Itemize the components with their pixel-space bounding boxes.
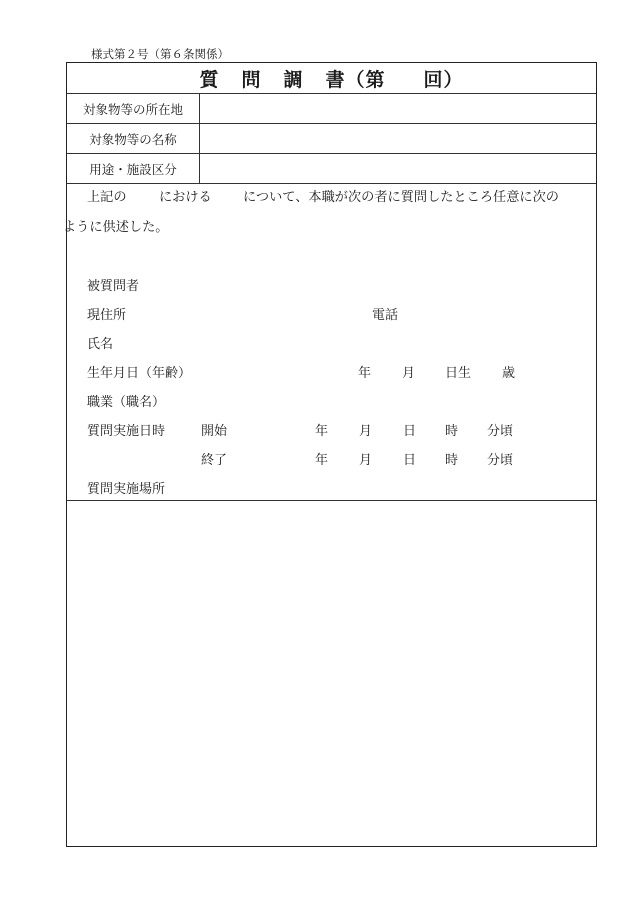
occupation-label: 職業（職名） [87,395,166,410]
object-name-label: 対象物等の名称 [89,132,177,147]
phone-label: 電話 [372,308,399,323]
end-year-unit: 年 [315,453,329,468]
title-char-3: 調 [283,69,304,91]
end-month-unit: 月 [359,453,373,468]
end-day-unit: 日 [403,453,417,468]
form-frame [63,62,597,847]
statement-part-3: について、本職が次の者に質問したところ任意に次の [243,190,559,205]
statement-line-2: ように供述した。 [63,220,169,235]
end-hour-unit: 時 [445,453,459,468]
object-name-field[interactable] [199,124,596,153]
title-char-4: 書（第 [325,69,386,91]
start-hour-unit: 時 [445,424,459,439]
dob-day-unit: 日生 [445,366,472,381]
statement-part-2: における [159,190,212,205]
age-unit: 歳 [502,366,516,381]
start-label: 開始 [201,424,228,439]
title-char-2: 問 [241,69,262,91]
use-category-label: 用途・施設区分 [89,162,177,177]
start-minute-unit: 分頃 [487,424,514,439]
address-label: 現住所 [87,308,127,323]
title-char-5: 回） [423,69,464,91]
location-label: 対象物等の所在地 [82,102,183,117]
statement-body-area[interactable] [67,501,596,846]
title-char-1: 質 [199,69,220,91]
use-category-field[interactable] [199,154,596,183]
start-day-unit: 日 [403,424,417,439]
location-field[interactable] [199,94,596,123]
dob-month-unit: 月 [402,366,416,381]
dob-year-unit: 年 [358,366,372,381]
dob-label: 生年月日（年齢） [87,366,192,381]
form-title [67,65,596,92]
start-month-unit: 月 [359,424,373,439]
respondent-heading: 被質問者 [87,279,140,294]
start-year-unit: 年 [315,424,329,439]
end-minute-unit: 分頃 [487,453,514,468]
interview-place-label: 質問実施場所 [87,482,166,497]
form-reference: 様式第２号（第６条関係） [91,47,229,61]
name-label: 氏名 [87,337,114,352]
statement-part-1: 上記の [87,190,127,205]
interview-datetime-label: 質問実施日時 [87,424,166,439]
end-label: 終了 [201,453,228,468]
